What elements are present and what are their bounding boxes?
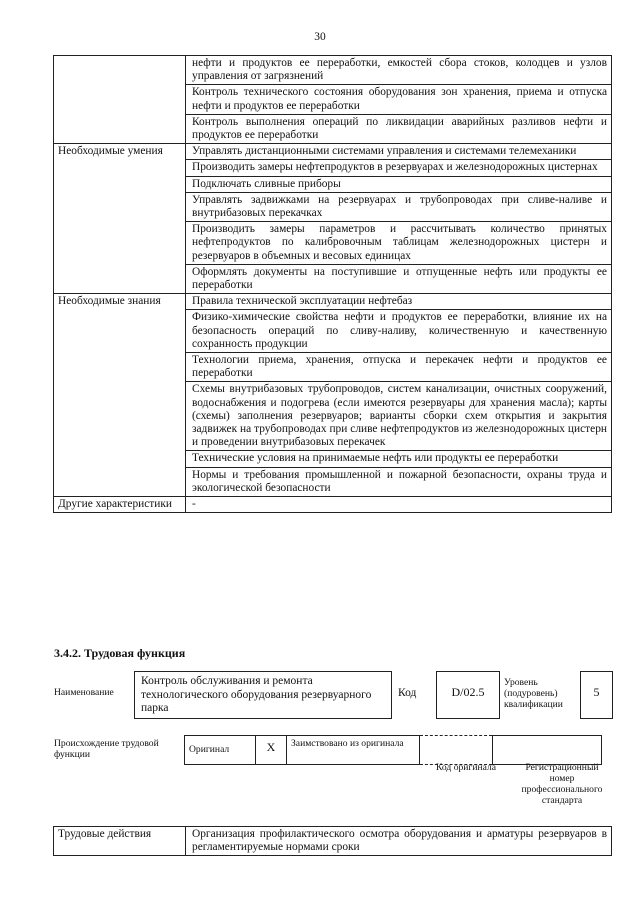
continued-item: нефти и продуктов ее переработки, емкостей сбора стоков, колодцев и узлов управления от загрязнений	[186, 56, 612, 85]
competency-table	[53, 55, 612, 513]
reg-number-caption: Регистрационный номер профессионального стандарта	[521, 762, 603, 806]
reg-number-cell	[493, 736, 602, 765]
function-name: Контроль обслуживания и ремонта технологического оборудования резервуарного парка	[141, 675, 372, 714]
origin-table	[184, 735, 602, 765]
continued-item: Контроль выполнения операций по ликвидации аварийных разливов нефти и продуктов ее переработки	[186, 114, 612, 143]
knowledge-item: Правила технической эксплуатации нефтебаз	[186, 294, 612, 310]
section-title: 3.4.2. Трудовая функция	[54, 646, 186, 660]
code-original-cell	[420, 736, 493, 765]
other-label: Другие характеристики	[54, 497, 186, 513]
knowledge-item: Технические условия на принимаемые нефть или продукты ее переработки	[186, 451, 612, 467]
continued-label-cell	[54, 56, 186, 144]
code-original-caption: Код оригинала	[435, 762, 497, 773]
code-value: D/02.5	[451, 685, 485, 699]
skill-item: Производить замеры нефтепродуктов в резервуарах и железнодорожных цистернах	[186, 160, 612, 176]
continued-item: Контроль технического состояния оборудования зон хранения, приема и отпуска нефти и продуктов ее переработки	[186, 85, 612, 114]
skill-item: Управлять дистанционными системами управления и системами телемеханики	[186, 144, 612, 160]
level-box	[580, 671, 613, 719]
knowledge-item: Нормы и требования промышленной и пожарной безопасности, охраны труда и экологической безопасности	[186, 467, 612, 496]
code-box	[436, 671, 500, 719]
skill-item: Производить замеры параметров и рассчитывать количество принятых нефтепродуктов по калибровочным таблицам железнодорожных цистерн и резервуаров в объемных и весовых единицах	[186, 222, 612, 265]
labor-actions-label: Трудовые действия	[54, 827, 186, 856]
skills-label: Необходимые умения	[54, 144, 186, 294]
original-label: Оригинал	[189, 744, 230, 755]
origin-label: Происхождение трудовой функции	[54, 738, 159, 760]
name-value-box	[134, 671, 392, 719]
skill-item: Оформлять документы на поступившие и отпущенные нефть или продукты ее переработки	[186, 264, 612, 293]
name-label: Наименование	[54, 687, 114, 698]
level-label: Уровень (подуровень) квалификации	[504, 677, 563, 710]
page-number: 30	[314, 31, 326, 43]
labor-actions-table	[53, 826, 612, 856]
other-value: -	[186, 497, 612, 513]
labor-action-item: Организация профилактического осмотра оборудования и арматуры резервуаров в регламентируемые нормами сроки	[186, 827, 612, 856]
skill-item: Подключать сливные приборы	[186, 176, 612, 192]
knowledge-item: Технологии приема, хранения, отпуска и перекачек нефти и продуктов ее переработки	[186, 353, 612, 382]
level-value: 5	[593, 685, 600, 699]
borrowed-cell	[287, 736, 420, 765]
borrowed-label: Заимствовано из оригинала	[291, 738, 404, 749]
original-mark-cell	[256, 736, 287, 765]
code-label: Код	[398, 687, 417, 699]
original-cell	[185, 736, 256, 765]
knowledge-label: Необходимые знания	[54, 294, 186, 497]
original-mark: X	[266, 740, 276, 754]
skill-item: Управлять задвижками на резервуарах и трубопроводах при сливе-наливе и внутрибазовых перекачках	[186, 192, 612, 221]
knowledge-item: Физико-химические свойства нефти и продуктов ее переработки, влияние их на безопасность операций по сливу-наливу, количественную и качественную сохранность продукции	[186, 310, 612, 353]
knowledge-item: Схемы внутрибазовых трубопроводов, систем канализации, очистных сооружений, водоснабжения и подогрева (если имеются резервуары для хранения масла); карты (схемы) заполнения резервуаров; варианты сборки схем открытия и закрытия задвижек на трубопроводах при сливе нефтепродуктов из железнодорожных цистерн и проведении внутрибазовых перекачек	[186, 382, 612, 451]
